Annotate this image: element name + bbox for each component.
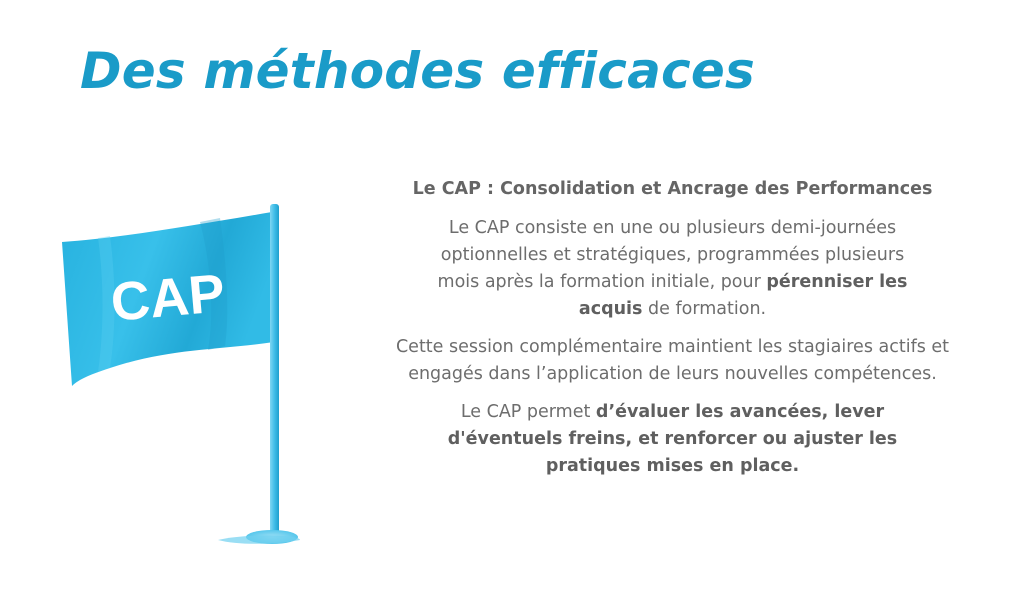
flag-icon — [50, 200, 310, 550]
page-title: Des méthodes efficaces — [80, 42, 755, 100]
cap-flag-illustration — [50, 200, 310, 550]
section-heading: Le CAP : Consolidation et Ancrage des Performances — [412, 179, 933, 199]
bold-emphasis: pérenniser les acquis — [578, 272, 908, 319]
paragraph-intro: Le CAP consiste en une ou plusieurs demi-journées optionnelles et stratégiques, programmées plusieurs mois après la formation initiale, pour pérenniser les acquis de formation. — [437, 218, 908, 319]
cap-description — [380, 176, 965, 491]
paragraph-benefits: Le CAP permet d’évaluer les avancées, lever d'éventuels freins, et renforcer ou ajuster les pratiques mises en place. — [447, 402, 898, 476]
flag-label: CAP — [108, 263, 228, 333]
flag-pole — [270, 204, 279, 536]
paragraph-session: Cette session complémentaire maintient les stagiaires actifs et engagés dans l’application de leurs nouvelles compétences. — [395, 337, 950, 384]
bold-emphasis: d’évaluer les avancées, lever d'éventuels freins, et renforcer ou ajuster les pratiques mises en place. — [447, 402, 898, 476]
